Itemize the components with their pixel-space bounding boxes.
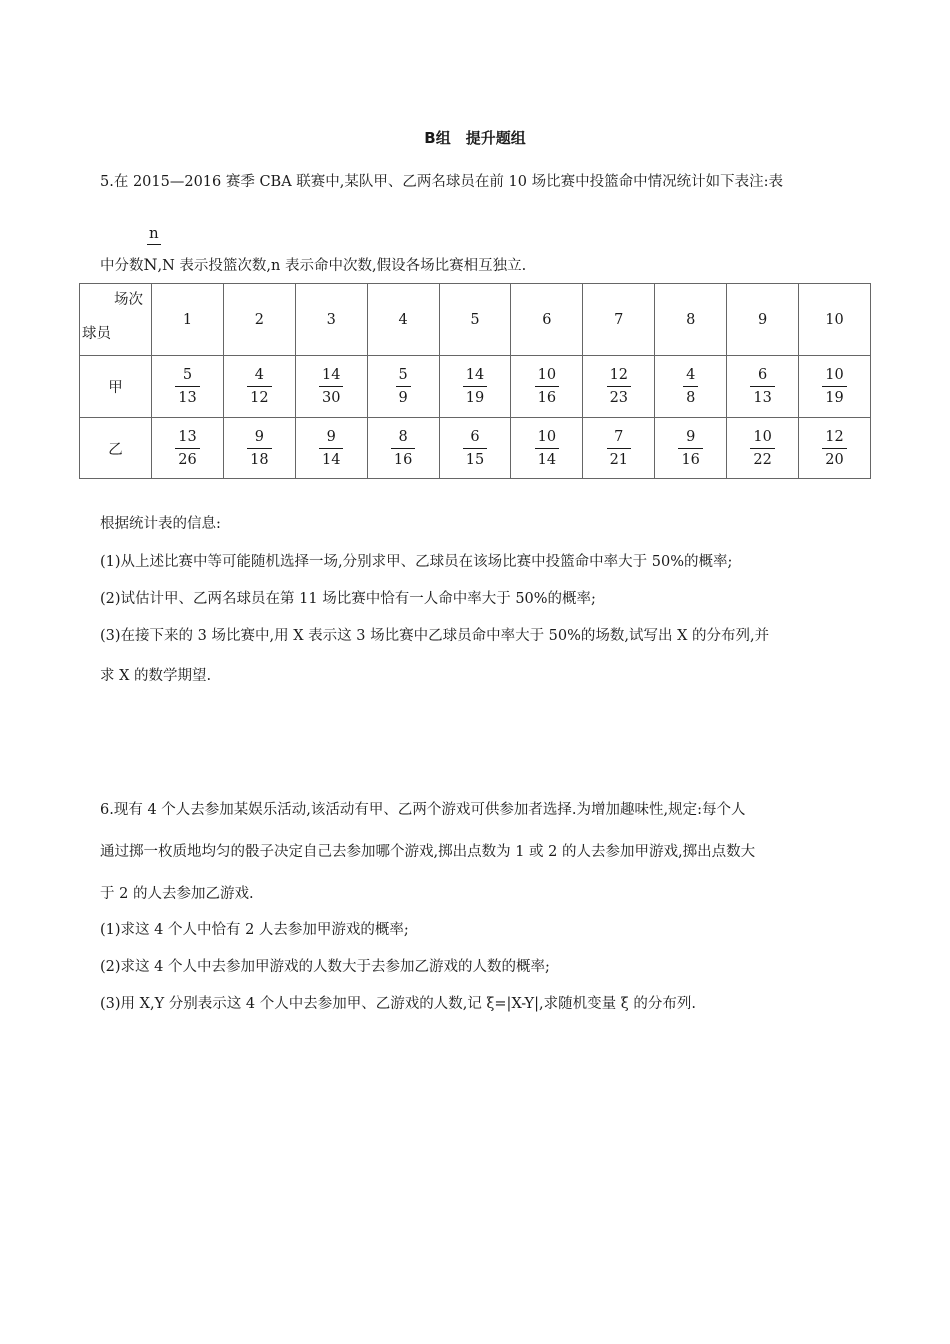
fraction-cell <box>655 418 727 479</box>
fraction-denominator: 16 <box>393 451 413 468</box>
fraction-numerator: 4 <box>683 364 698 387</box>
fraction <box>607 426 631 471</box>
problem6-line1: 6.现有 4 个人去参加某娱乐活动,该活动有甲、乙两个游戏可供参加者选择.为增加趣味性,规定:每个人 <box>100 802 746 818</box>
problem5-q3b: 求 X 的数学期望. <box>100 668 212 684</box>
table-header-row <box>80 284 871 356</box>
fraction <box>247 426 271 471</box>
fraction-denominator: 20 <box>825 451 844 468</box>
table-corner-cell <box>80 284 152 356</box>
fraction-denominator: 14 <box>537 451 557 468</box>
fraction-denominator: 22 <box>753 451 772 468</box>
fraction <box>678 426 702 471</box>
fraction-cell <box>152 418 224 479</box>
fraction-cell <box>583 418 655 479</box>
fraction-denominator: 30 <box>322 390 341 406</box>
fraction-cell <box>367 418 439 479</box>
fraction-cell <box>511 418 583 479</box>
fraction-numerator: 9 <box>319 426 343 449</box>
fraction <box>396 364 411 409</box>
fraction <box>535 426 559 471</box>
game-header: 2 <box>223 284 295 356</box>
fraction-numerator: 9 <box>678 426 702 449</box>
problem6-q3: (3)用 X,Y 分别表示这 4 个人中去参加甲、乙游戏的人数,记 ξ=|X-Y|,求随机变量 ξ 的分布列. <box>100 996 696 1012</box>
fraction <box>463 426 487 471</box>
player-label: 甲 <box>80 356 152 418</box>
fraction-numerator: 10 <box>750 426 774 449</box>
fraction-denominator: 12 <box>250 390 269 406</box>
fraction-numerator: 12 <box>822 426 846 449</box>
fraction-cell <box>152 356 224 418</box>
fraction-numerator: 8 <box>391 426 415 449</box>
problem5-line2 <box>100 254 526 275</box>
game-header: 7 <box>583 284 655 356</box>
fraction-cell <box>295 418 367 479</box>
game-header: 5 <box>439 284 511 356</box>
fraction-numerator: 4 <box>247 364 271 387</box>
game-header: 10 <box>799 284 871 356</box>
fraction-numerator: 5 <box>175 364 199 387</box>
fraction-denominator: 16 <box>537 390 557 406</box>
fraction-denominator: 13 <box>178 390 197 406</box>
problem5-q1: (1)从上述比赛中等可能随机选择一场,分别求甲、乙球员在该场比赛中投篮命中率大于 50%的概率; <box>100 554 733 570</box>
fraction-numerator: 10 <box>535 364 559 387</box>
fraction-denominator: 9 <box>398 390 408 406</box>
table-row <box>80 418 871 479</box>
fraction-denominator: 19 <box>825 390 844 406</box>
fraction-numerator: 14 <box>319 364 343 387</box>
fraction <box>822 364 846 409</box>
fraction-numerator: 6 <box>750 364 774 387</box>
fraction-cell <box>295 356 367 418</box>
fraction-denominator: 15 <box>465 451 485 468</box>
fraction-cell <box>223 356 295 418</box>
fraction <box>175 364 199 409</box>
fraction-cell <box>727 418 799 479</box>
problem5-q3a: (3)在接下来的 3 场比赛中,用 X 表示这 3 场比赛中乙球员命中率大于 50%的场数,试写出 X 的分布列,并 <box>100 628 770 644</box>
fraction-numerator: 7 <box>607 426 631 449</box>
fraction-denominator: 16 <box>681 451 700 468</box>
table-row <box>80 356 871 418</box>
fraction-bar <box>147 244 161 245</box>
problem5-q2: (2)试估计甲、乙两名球员在第 11 场比赛中恰有一人命中率大于 50%的概率; <box>100 591 596 607</box>
line2-suffix: ,N 表示投篮次数,n 表示命中次数,假设各场比赛相互独立. <box>157 258 527 274</box>
problem6-q2: (2)求这 4 个人中去参加甲游戏的人数大于去参加乙游戏的人数的概率; <box>100 959 550 975</box>
corner-player-label: 球员 <box>82 326 111 342</box>
fraction <box>319 426 343 471</box>
fraction-cell <box>511 356 583 418</box>
fraction-denominator: 21 <box>609 451 629 468</box>
player-label: 乙 <box>80 418 152 479</box>
fraction-denominator: 14 <box>322 451 341 468</box>
fraction <box>607 364 631 409</box>
game-header: 4 <box>367 284 439 356</box>
fraction-cell <box>799 356 871 418</box>
problem6-line3: 于 2 的人去参加乙游戏. <box>100 886 254 902</box>
problem5-line1: 5.在 2015—2016 赛季 CBA 联赛中,某队甲、乙两名球员在前 10 场比赛中投篮命中情况统计如下表注:表 <box>100 174 783 190</box>
problem6-q1: (1)求这 4 个人中恰有 2 人去参加甲游戏的概率; <box>100 922 409 938</box>
fraction-denominator: 18 <box>250 451 269 468</box>
fraction-numerator: 6 <box>463 426 487 449</box>
fraction-denominator: 13 <box>753 390 772 406</box>
fraction-numerator: 5 <box>396 364 411 387</box>
stats-table <box>79 283 871 479</box>
fraction-denominator: 26 <box>178 451 197 468</box>
fraction <box>319 364 343 409</box>
problem6-line2: 通过掷一枚质地均匀的骰子决定自己去参加哪个游戏,掷出点数为 1 或 2 的人去参加甲游戏,掷出点数大 <box>100 844 756 860</box>
fraction-numerator: 14 <box>463 364 487 387</box>
line2-prefix: 中分数 <box>100 258 144 274</box>
fraction-cell <box>367 356 439 418</box>
fraction <box>683 364 698 409</box>
fraction-cell <box>439 356 511 418</box>
game-header: 3 <box>295 284 367 356</box>
game-header: 8 <box>655 284 727 356</box>
fraction-denominator: 8 <box>686 390 696 406</box>
fraction-cell <box>223 418 295 479</box>
fraction <box>247 364 271 409</box>
fraction-denominator: 23 <box>609 390 629 406</box>
fraction <box>535 364 559 409</box>
fraction-numerator: 12 <box>607 364 631 387</box>
game-header: 1 <box>152 284 224 356</box>
fraction-numerator: 9 <box>247 426 271 449</box>
fraction-cell <box>655 356 727 418</box>
problem5-info: 根据统计表的信息: <box>100 516 221 532</box>
fraction-cell <box>727 356 799 418</box>
fraction-cell <box>799 418 871 479</box>
section-title: B组 提升题组 <box>424 129 526 147</box>
fraction <box>750 426 774 471</box>
fraction-denominator: 19 <box>465 390 485 406</box>
fraction <box>750 364 774 409</box>
fraction-cell <box>583 356 655 418</box>
fraction-cell <box>439 418 511 479</box>
fraction-numerator: 10 <box>535 426 559 449</box>
fraction-numerator: n <box>149 224 159 242</box>
fraction-denominator: N <box>143 255 158 274</box>
fraction <box>391 426 415 471</box>
game-header: 6 <box>511 284 583 356</box>
fraction <box>463 364 487 409</box>
corner-games-label: 场次 <box>114 292 143 308</box>
fraction-numerator: 10 <box>822 364 846 387</box>
game-header: 9 <box>727 284 799 356</box>
fraction <box>822 426 846 471</box>
fraction-numerator: 13 <box>175 426 199 449</box>
fraction <box>175 426 199 471</box>
